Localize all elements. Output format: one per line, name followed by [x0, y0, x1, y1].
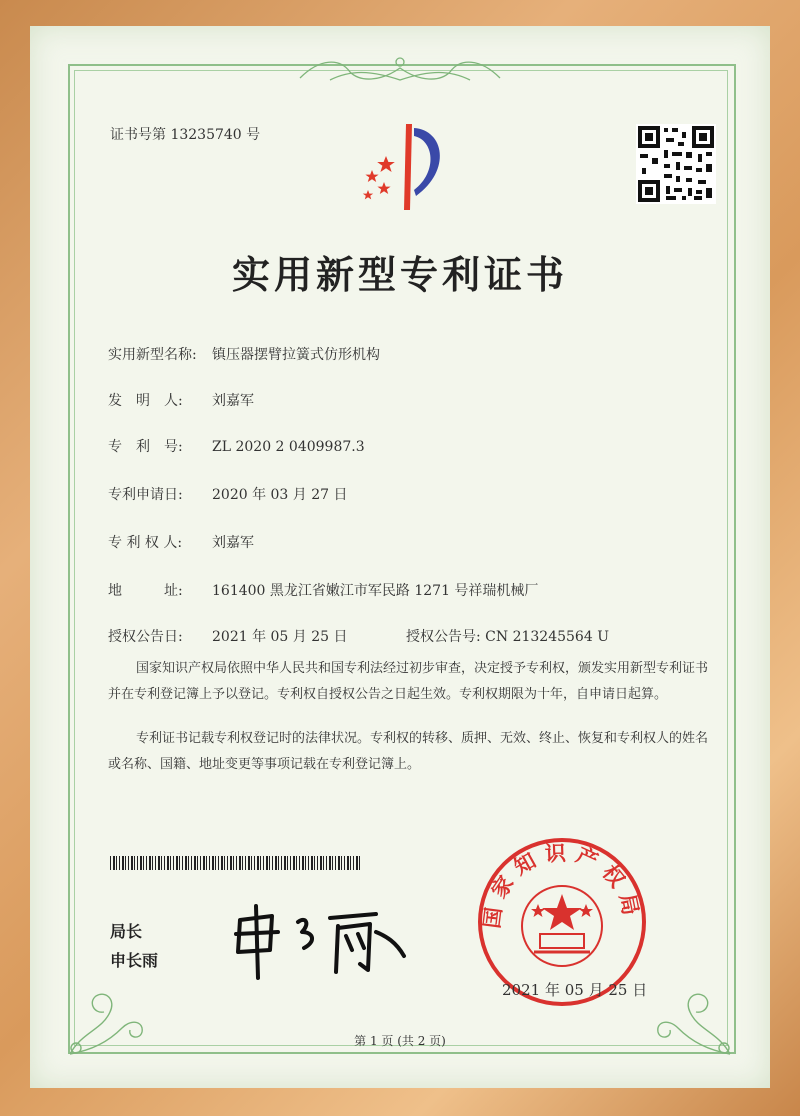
field-label: 地 址: — [108, 583, 183, 599]
field-label: 授权公告号: — [406, 629, 481, 645]
field-address — [108, 580, 538, 600]
field-label: 实用新型名称: — [108, 347, 197, 363]
field-announcement-number — [406, 626, 609, 646]
certificate-paper — [30, 26, 770, 1088]
field-patentee — [108, 532, 254, 552]
field-value: 2021 年 05 月 25 日 — [212, 629, 348, 645]
seal-text — [482, 842, 642, 1002]
field-value: 刘嘉军 — [212, 393, 254, 409]
director-signature — [226, 902, 416, 982]
field-utility-model-name — [108, 344, 380, 364]
field-label: 发 明 人: — [108, 393, 183, 409]
field-application-date — [108, 484, 348, 504]
field-patent-number — [108, 436, 365, 456]
field-label: 专 利 权 人: — [108, 535, 183, 551]
field-value: ZL 2020 2 0409987.3 — [212, 439, 365, 455]
page-number: 第 1 页 (共 2 页) — [354, 1034, 446, 1048]
seal-text-ring — [482, 842, 642, 1002]
field-value: CN 213245564 U — [485, 629, 609, 645]
certificate-number: 证书号第 13235740 号 — [110, 127, 261, 143]
svg-text:国家知识产权局 — [482, 842, 642, 930]
barcode — [110, 856, 360, 870]
field-grant-date — [108, 626, 348, 646]
director-title: 局长 — [110, 922, 143, 941]
field-label: 授权公告日: — [108, 629, 183, 645]
qr-code — [636, 124, 716, 204]
top-ornament — [290, 48, 510, 88]
certificate-title: 实用新型专利证书 — [231, 253, 568, 297]
seal-text-path: 国家知识产权局 — [482, 842, 642, 930]
field-value: 2020 年 03 月 27 日 — [212, 487, 348, 503]
field-value: 刘嘉军 — [212, 535, 254, 551]
legal-paragraph-2: 专利证书记载专利权登记时的法律状况。专利权的转移、质押、无效、终止、恢复和专利权人的姓名或名称、国籍、地址变更等事项记载在专利登记簿上。 — [108, 731, 709, 772]
director-name: 申长雨 — [110, 951, 159, 970]
field-label: 专利申请日: — [108, 487, 183, 503]
field-value: 镇压器摆臂拉簧式仿形机构 — [212, 347, 380, 363]
legal-paragraph-1: 国家知识产权局依照中华人民共和国专利法经过初步审查，决定授予专利权，颁发实用新型专利证书并在专利登记簿上予以登记。专利权自授权公告之日起生效。专利权期限为十年，自申请日起算。 — [108, 661, 709, 702]
field-label: 专 利 号: — [108, 439, 183, 455]
seal-date: 2021 年 05 月 25 日 — [502, 981, 648, 999]
cnipa-logo — [348, 116, 468, 216]
field-value: 161400 黑龙江省嫩江市军民路 1271 号祥瑞机械厂 — [212, 583, 539, 599]
field-inventor — [108, 390, 254, 410]
